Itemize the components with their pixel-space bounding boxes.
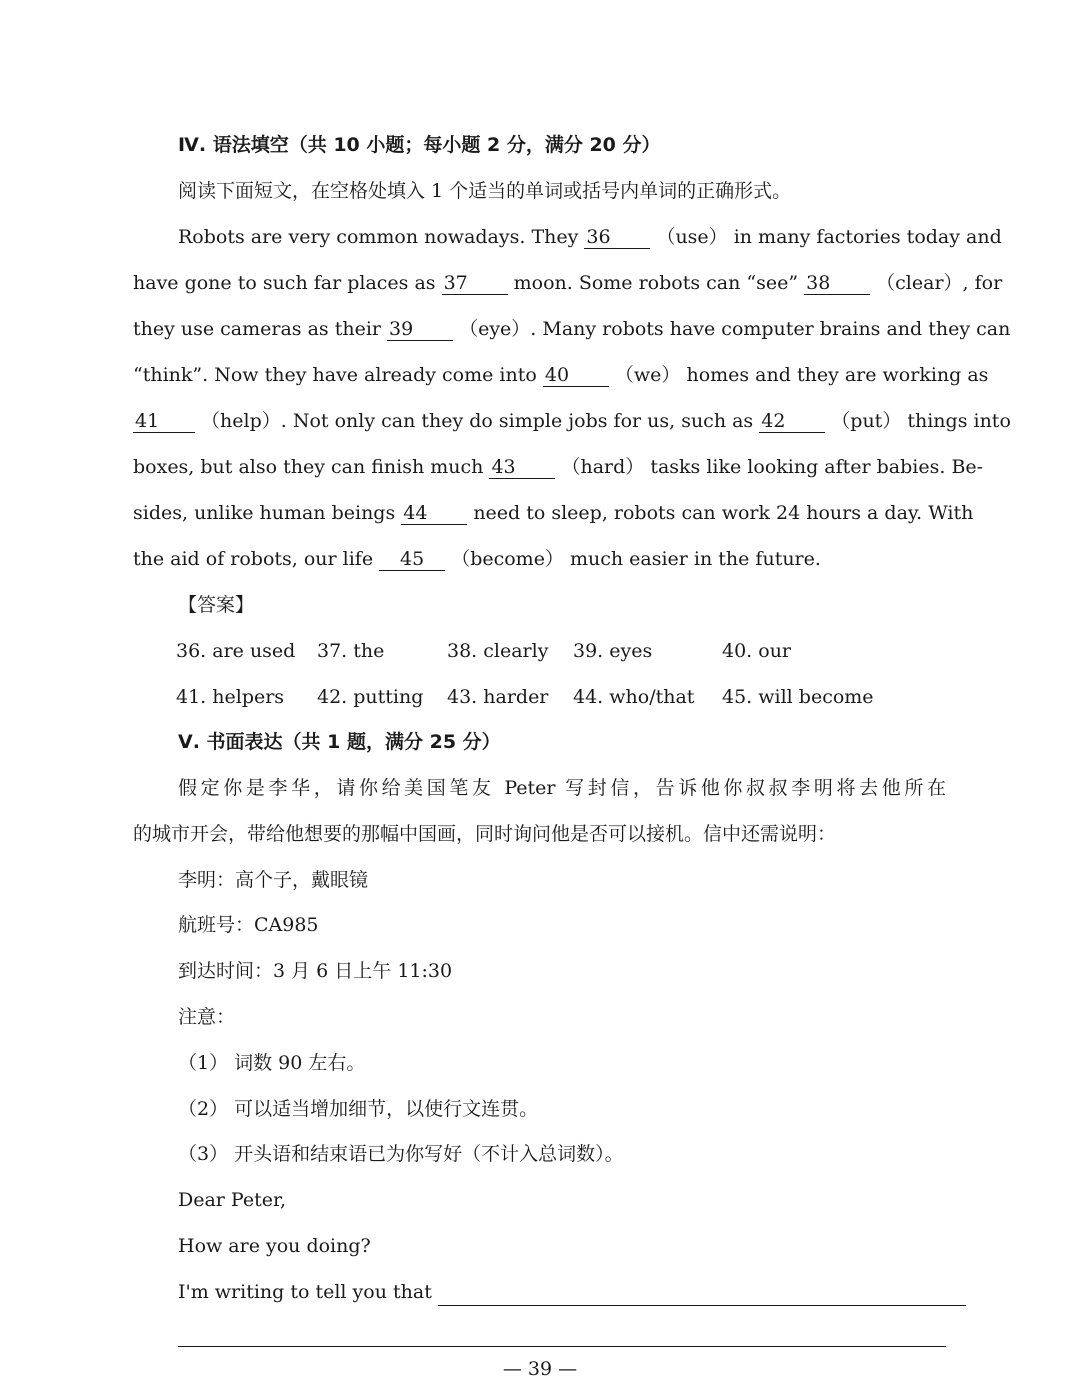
note-2: （2） 可以适当增加细节，以使行文连贯。 (178, 1098, 539, 1120)
section-4-title: Ⅳ. 语法填空（共 10 小题；每小题 2 分，满分 20 分） (178, 134, 661, 156)
passage-line-2 (133, 269, 1003, 297)
note-1: （1） 词数 90 左右。 (178, 1052, 366, 1074)
answer-item: 45. will become (722, 686, 874, 708)
answer-item: 42. putting (317, 686, 424, 708)
writing-prompt-line-2: 的城市开会，带给他想要的那幅中国画，同时询问他是否可以接机。信中还需说明： (133, 823, 837, 845)
passage-text: sides, unlike human beings (133, 502, 396, 524)
passage-text: Robots are very common nowadays. They (178, 226, 579, 248)
passage-text: （put） things into (831, 410, 1011, 432)
page-number: — 39 — (502, 1358, 578, 1380)
passage-line-3 (133, 315, 1011, 343)
passage-text: （become） much easier in the future. (451, 548, 821, 570)
blank-43: 43 (489, 456, 555, 479)
passage-text: the aid of robots, our life (133, 548, 374, 570)
answer-item: 38. clearly (447, 640, 549, 662)
footer-rule (178, 1346, 946, 1347)
passage-text: have gone to such far places as (133, 272, 436, 294)
blank-38: 38 (804, 272, 870, 295)
letter-starter (178, 1278, 946, 1306)
passage-text: （hard） tasks like looking after babies. Be- (561, 456, 984, 478)
answer-item: 40. our (722, 640, 792, 662)
answer-item: 43. harder (447, 686, 549, 708)
passage-line-6 (133, 453, 984, 481)
info-flight: 航班号：CA985 (178, 914, 319, 936)
answer-item: 41. helpers (176, 686, 285, 708)
writing-line (438, 1283, 966, 1306)
blank-37: 37 (442, 272, 508, 295)
passage-text: （eye）. Many robots have computer brains and they can (459, 318, 1011, 340)
blank-44: 44 (401, 502, 467, 525)
passage-text: “think”. Now they have already come into (133, 364, 537, 386)
notes-label: 注意： (178, 1006, 236, 1028)
passage-text: （use） in many factories today and (656, 226, 1002, 248)
answer-item: 37. the (317, 640, 385, 662)
passage-line-7 (133, 499, 974, 527)
letter-greeting: How are you doing? (178, 1235, 371, 1257)
letter-starter-text: I'm writing to tell you that (178, 1281, 432, 1303)
answer-label: 【答案】 (178, 594, 255, 616)
passage-line-4 (133, 361, 989, 389)
section-4-instruction: 阅读下面短文，在空格处填入 1 个适当的单词或括号内单词的正确形式。 (178, 180, 792, 202)
answer-item: 39. eyes (573, 640, 653, 662)
answer-item: 36. are used (176, 640, 296, 662)
blank-39: 39 (387, 318, 453, 341)
blank-42: 42 (759, 410, 825, 433)
passage-text: moon. Some robots can “see” (513, 272, 799, 294)
passage-line-1 (178, 223, 1002, 251)
passage-text: （we） homes and they are working as (614, 364, 989, 386)
blank-40: 40 (543, 364, 609, 387)
writing-prompt-line-1: 假定你是李华，请你给美国笔友 Peter 写封信，告诉他你叔叔李明将去他所在 (178, 777, 946, 799)
passage-text: boxes, but also they can finish much (133, 456, 484, 478)
note-3: （3） 开头语和结束语已为你写好（不计入总词数）。 (178, 1143, 624, 1165)
blank-45: 45 (379, 548, 445, 571)
blank-36: 36 (584, 226, 650, 249)
passage-text: they use cameras as their (133, 318, 381, 340)
passage-text: （help）. Not only can they do simple jobs for us, such as (201, 410, 754, 432)
info-li-ming: 李明：高个子，戴眼镜 (178, 869, 369, 891)
blank-41: 41 (133, 410, 195, 433)
letter-salutation: Dear Peter, (178, 1189, 287, 1211)
passage-text: need to sleep, robots can work 24 hours a day. With (473, 502, 974, 524)
info-arrival: 到达时间：3 月 6 日上午 11:30 (178, 960, 453, 982)
passage-line-5 (133, 407, 1011, 435)
passage-line-8 (133, 545, 946, 573)
answer-item: 44. who/that (573, 686, 695, 708)
section-5-title: Ⅴ. 书面表达（共 1 题，满分 25 分） (178, 731, 501, 753)
passage-text: （clear）, for (876, 272, 1003, 294)
